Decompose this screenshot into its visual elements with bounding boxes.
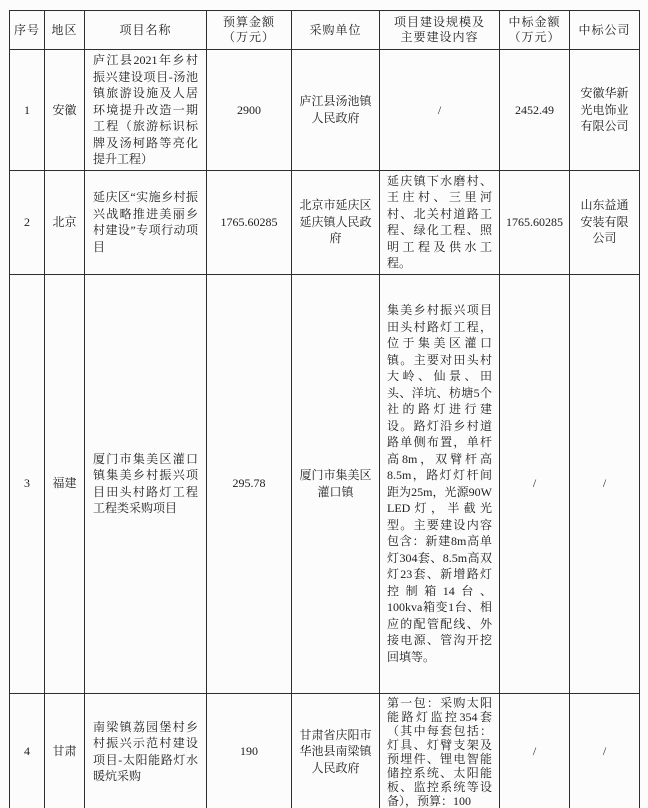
cell-budget-amount: 2900 [207,50,292,171]
cell-award-amount: 2452.49 [500,50,570,171]
table-row [10,693,640,808]
cell-construction-scale: 延庆镇下水磨村、王庄村、三里河村、北关村道路工程、绿化工程、照明工程及供水工程。 [380,170,500,274]
cell-award-company: / [570,274,640,693]
col-header-serial [10,11,45,50]
header-label: 采购单位 [309,22,362,37]
cell-project-name: 厦门市集美区灌口镇集美乡村振兴项目田头村路灯工程工程类采购项目 [85,274,207,693]
table-header-row [10,11,640,50]
table-row [10,170,640,274]
table-row [10,274,640,693]
cell-region: 福建 [45,274,85,693]
procurement-table [9,10,640,808]
col-header-region [45,11,85,50]
cell-budget-amount: 1765.60285 [207,170,292,274]
table-row [10,50,640,171]
header-label: 项目建设规模及 [393,15,485,29]
header-label: 预算金额 [222,15,275,29]
cell-award-amount: / [500,274,570,693]
header-label: 项目名称 [119,22,172,37]
header-label: 地区 [51,22,78,37]
cell-purchaser: 厦门市集美区灌口镇 [292,274,380,693]
cell-construction-scale: 第一包：采购太阳能路灯监控354套（其中每套包括：灯具、灯臂支架及预埋件、锂电智能储控系统、太阳能板、监控系统等设备），预算：100 [380,693,500,808]
col-header-award-amount: 中标金额 （万元） [500,11,570,50]
cell-purchaser: 甘肃省庆阳市华池县南梁镇人民政府 [292,693,380,808]
cell-award-company: 山东益通安装有限公司 [570,170,640,274]
header-label: 序号 [13,22,40,37]
col-header-budget-amount: 预算金额 （万元） [207,11,292,50]
cell-award-company: / [570,693,640,808]
cell-award-company: 安徽华新光电饰业有限公司 [570,50,640,171]
cell-region: 北京 [45,170,85,274]
col-header-award-company [570,11,640,50]
cell-project-name: 南梁镇荔园堡村乡村振兴示范村建设项目-太阳能路灯水暖炕采购 [85,693,207,808]
cell-budget-amount: 190 [207,693,292,808]
cell-serial: 1 [10,50,45,171]
cell-budget-amount: 295.78 [207,274,292,693]
cell-construction-scale: / [380,50,500,171]
cell-award-amount: 1765.60285 [500,170,570,274]
header-label: 中标公司 [578,22,631,37]
cell-serial: 4 [10,693,45,808]
cell-region: 安徽 [45,50,85,171]
header-label: 中标金额 [508,15,561,29]
cell-region: 甘肃 [45,693,85,808]
cell-award-amount: / [500,693,570,808]
cell-purchaser: 庐江县汤池镇人民政府 [292,50,380,171]
cell-serial: 3 [10,274,45,693]
cell-purchaser: 北京市延庆区延庆镇人民政府 [292,170,380,274]
cell-serial: 2 [10,170,45,274]
col-header-construction-scale: 项目建设规模及 主要建设内容 [380,11,500,50]
col-header-purchaser [292,11,380,50]
cell-project-name: 庐江县2021年乡村振兴建设项目-汤池镇旅游设施及人居环境提升改造一期工程（旅游标识标牌及汤柯路等亮化提升工程） [85,50,207,171]
cell-construction-scale: 集美乡村振兴项目田头村路灯工程，位于集美区灌口镇。主要对田头村大岭、仙景、田头、洋坑、枋塘5个社的路灯进行建设。路灯沿乡村道路单侧布置，单杆高8m，双臂杆高8.5m，路灯灯杆间距为25m，光源90W LED灯，半截光型。主要建设内容包含：新建8m高单灯304套、8.5m高双灯23套、新增路灯控制箱14台、100kva箱变1台、相应的配管配线、外接电源、管沟开挖回填等。 [380,274,500,693]
cell-project-name: 延庆区“实施乡村振兴战略推进美丽乡村建设”专项行动项目 [85,170,207,274]
col-header-project-name [85,11,207,50]
